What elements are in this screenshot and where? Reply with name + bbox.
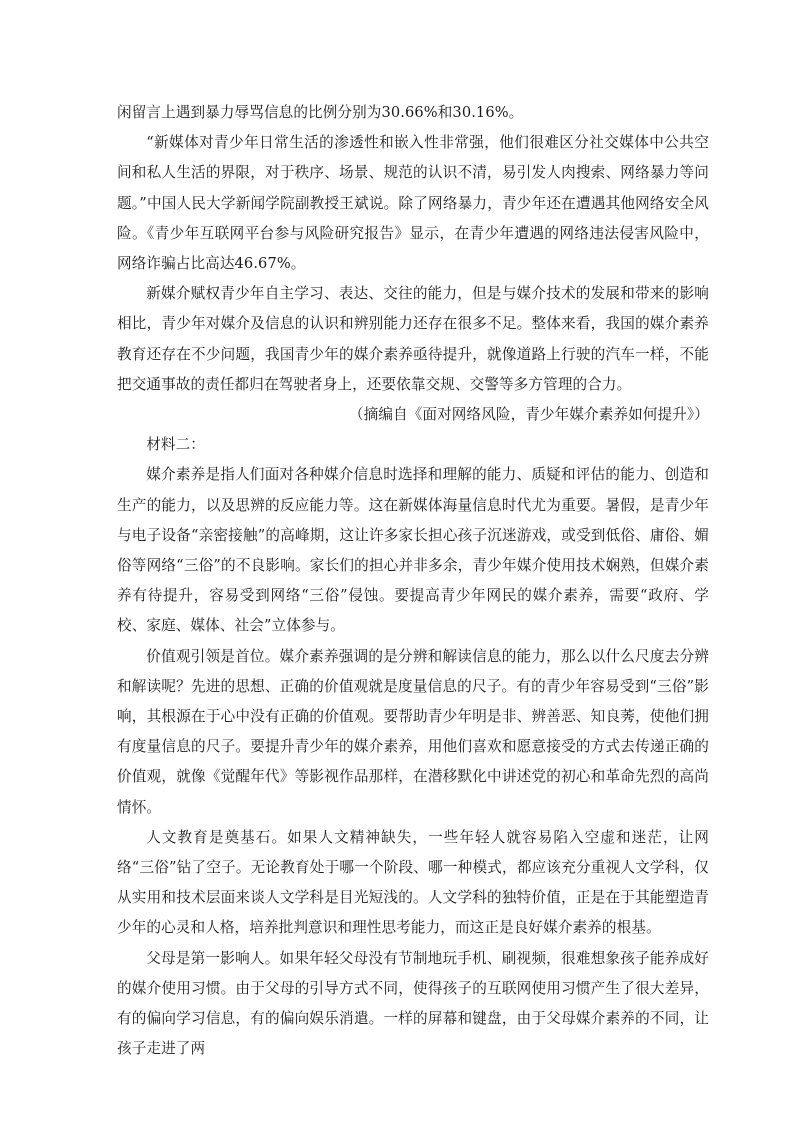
document-page [117, 98, 709, 1065]
paragraph-media-empowerment: 新媒介赋权青少年自主学习、表达、交往的能力，但是与媒介技术的发展和带来的影响相比，青少年对媒介及信息的认识和辨别能力还存在很多不足。整体来看，我国的媒介素养教育还存在不少问题，我国青少年的媒介素养亟待提升，就像道路上行驶的汽车一样，不能把交通事故的责任都归在驾驶者身上，还要依靠交规、交警等多方管理的合力。 [117, 285, 709, 393]
paragraph-quote-wang-bin: “新媒体对青少年日常生活的渗透性和嵌入性非常强，他们很难区分社交媒体中公共空间和私人生活的界限，对于秩序、场景、规范的认识不清，易引发人肉搜索、网络暴力等问题。”中国人民大学新闻学院副教授王斌说。除了网络暴力，青少年还在遭遇其他网络安全风险。《青少年互联网平台参与风险研究报告》显示，在青少年遭遇的网络违法侵害风险中，网络诈骗占比高达46.67%。 [117, 134, 709, 273]
paragraph-humanities-education: 人文教育是奠基石。如果人文精神缺失，一些年轻人就容易陷入空虚和迷茫，让网络“三俗”钻了空子。无论教育处于哪一个阶段、哪一种模式，都应该充分重视人文学科，仅从实用和技术层面来谈人文学科是目光短浅的。人文学科的独特价值，正是在于其能塑造青少年的心灵和人格，培养批判意识和理性思考能力，而这正是良好媒介素养的根基。 [117, 828, 709, 937]
section-heading-material-two: 材料二： [146, 436, 205, 454]
paragraph-media-literacy-definition: 媒介素养是指人们面对各种媒介信息时选择和理解的能力、质疑和评估的能力、创造和生产的能力，以及思辨的反应能力等。这在新媒体海量信息时代尤为重要。暑假，是青少年与电子设备“亲密接触”的高峰期，这让许多家长担心孩子沉迷游戏，或受到低俗、庸俗、媚俗等网络“三俗”的不良影响。家长们的担心并非多余，青少年媒介使用技术娴熟，但媒介素养有待提升，容易受到网络“三俗”侵蚀。要提高青少年网民的媒介素养，需要“政府、学校、家庭、媒体、社会”立体参与。 [117, 466, 709, 635]
source-citation: （摘编自《面对网络风险，青少年媒介素养如何提升》） [348, 406, 709, 424]
paragraph-parents-influence: 父母是第一影响人。如果年轻父母没有节制地玩手机、刷视频，很难想象孩子能养成好的媒介使用习惯。由于父母的引导方式不同，使得孩子的互联网使用习惯产生了很大差异，有的偏向学习信息，有的偏向娱乐消遣。一样的屏幕和键盘，由于父母媒介素养的不同，让孩子走进了两 [117, 949, 709, 1058]
paragraph-values-guidance: 价值观引领是首位。媒介素养强调的是分辨和解读信息的能力，那么以什么尺度去分辨和解读呢？先进的思想、正确的价值观就是度量信息的尺子。有的青少年容易受到“三俗”影响，其根源在于心中没有正确的价值观。要帮助青少年明是非、辨善恶、知良莠，使他们拥有度量信息的尺子。要提升青少年的媒介素养，用他们喜欢和愿意接受的方式去传递正确的价值观，就像《觉醒年代》等影视作品那样，在潜移默化中讲述党的初心和革命先烈的高尚情怀。 [117, 647, 709, 816]
paragraph-continuation: 闲留言上遇到暴力辱骂信息的比例分别为30.66%和30.16%。 [117, 104, 524, 121]
